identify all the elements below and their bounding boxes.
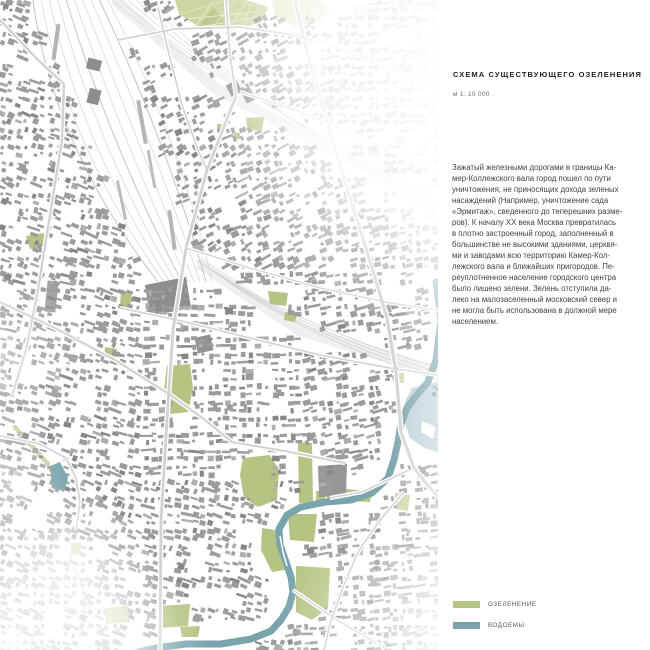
body-text <box>452 162 644 327</box>
body-line: в плотно застроенный город, заполненный в <box>452 229 614 238</box>
body-line: мер-Коллежского вала город пошел по пути <box>452 174 611 183</box>
legend-label-water: ВОДОЕМЫ <box>488 621 525 629</box>
legend-item-greenery <box>453 600 537 608</box>
body-line: было лишено зелени. Зелень отступила да- <box>452 284 612 293</box>
body-line: насаждений (Например, уничтожение сада <box>452 196 609 205</box>
body-line: «Эрмитаж», сведенного до теперешних разме- <box>452 207 623 216</box>
body-line: ми и заводами всю территорию Камер-Кол- <box>452 251 611 260</box>
body-line: ров). К началу XX века Москва превратилась <box>452 218 617 227</box>
body-line: леко на малозаселенный московский север и <box>452 295 617 304</box>
body-line: Зажатый железными дорогами в границы Ка- <box>452 163 617 172</box>
body-line: не могла быть использована в должной мере <box>452 306 617 315</box>
body-line: уничтожения, не приносящих дохода зеленых <box>452 185 619 194</box>
body-line: большинстве не высокими зданиями, церквя- <box>452 240 618 249</box>
body-line: лежского вала и ближайших пригородов. Пе- <box>452 262 615 271</box>
scale-label: м 1: 10 000 <box>453 91 490 98</box>
page-title: СХЕМА СУЩЕСТВУЮЩЕГО ОЗЕЛЕНЕНИЯ <box>453 70 642 79</box>
legend-label-greenery: ОЗЕЛЕНЕНИЕ <box>488 600 537 608</box>
legend-item-water <box>453 621 525 629</box>
body-line: населением. <box>452 317 499 326</box>
legend-swatch-water <box>453 622 480 629</box>
body-line: реуплотненное население городского центра <box>452 273 617 282</box>
legend-swatch-greenery <box>453 601 480 608</box>
info-panel <box>438 0 650 650</box>
